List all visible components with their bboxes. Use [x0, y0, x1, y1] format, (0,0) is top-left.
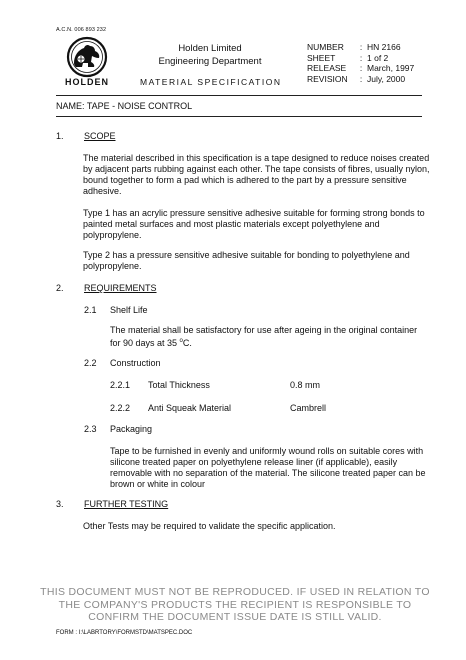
construction-item-value: Cambrell — [290, 403, 327, 413]
brand-name: HOLDEN — [65, 77, 109, 87]
construction-item-number: 2.2.2 — [110, 403, 131, 413]
company-block — [120, 43, 300, 68]
document-name: NAME: TAPE - NOISE CONTROL — [56, 101, 193, 111]
degree-symbol: o — [179, 338, 183, 344]
section-title-requirements: REQUIREMENTS — [84, 283, 157, 293]
form-path: FORM : I:\LABRTORY\FORMSTD\MATSPEC.DOC — [56, 630, 193, 636]
doc-info-row — [307, 63, 414, 74]
packaging-text: Tape to be furnished in evenly and uniformly wound rolls on suitable cores with silicone treated paper on polyethylene release liner (if applicable), easily removable with no separation of the material. The silicone treated paper can be brown or white in colour — [110, 446, 426, 489]
doc-info-key: NUMBER — [307, 42, 344, 52]
further-testing-text: Other Tests may be required to validate the specific application. — [83, 521, 336, 531]
acn-number: A.C.N. 006 893 232 — [56, 27, 107, 33]
department-name: Engineering Department — [158, 55, 262, 67]
subsection-number-construction: 2.2 — [84, 358, 97, 368]
section-number-scope: 1. — [56, 131, 64, 141]
shelf-life-text-after: C. — [182, 338, 192, 348]
doc-info-colon: : — [359, 73, 363, 84]
name-divider — [56, 116, 422, 117]
doc-info-key: REVISION — [307, 73, 348, 84]
doc-info-colon: : — [359, 42, 363, 52]
subsection-title-construction: Construction — [110, 358, 161, 368]
doc-info-row — [307, 42, 414, 53]
section-number-further-testing: 3. — [56, 499, 64, 509]
spec-title: MATERIAL SPECIFICATION — [140, 77, 282, 87]
scope-paragraph-2: Type 1 has an acrylic pressure sensitive adhesive suitable for forming strong bonds to painted metal surfaces and most plastic materials except polyethylene and polypropylene. — [83, 208, 425, 240]
subsection-number-shelf-life: 2.1 — [84, 305, 97, 315]
subsection-title-packaging: Packaging — [110, 424, 153, 434]
doc-info — [307, 42, 414, 84]
shelf-life-text-before: The material shall be satisfactory for use after ageing in the original container for 90 days at 35 — [110, 325, 418, 348]
scope-paragraph-3: Type 2 has a pressure sensitive adhesive suitable for bonding to polyethylene and polypropylene. — [83, 250, 410, 271]
subsection-title-shelf-life: Shelf Life — [110, 305, 148, 315]
construction-item-label: Anti Squeak Material — [148, 403, 232, 413]
section-title-scope: SCOPE — [84, 131, 116, 141]
reproduction-warning: THIS DOCUMENT MUST NOT BE REPRODUCED. IF USED IN RELATION TO THE COMPANY'S PRODUCTS THE RECIPIENT IS RESPONSIBLE TO CONFIRM THE DOCUMENT ISSUE DATE IS STILL VALID. — [40, 586, 430, 623]
doc-info-key: RELEASE — [307, 63, 347, 73]
header-divider — [56, 95, 422, 96]
construction-item-label: Total Thickness — [148, 380, 210, 390]
construction-item-number: 2.2.1 — [110, 380, 131, 390]
doc-info-key: SHEET — [307, 52, 336, 63]
section-number-requirements: 2. — [56, 283, 64, 293]
doc-info-row — [307, 53, 414, 64]
doc-info-value: March, 1997 — [367, 63, 415, 73]
doc-info-row — [307, 74, 414, 85]
section-title-further-testing: FURTHER TESTING — [84, 499, 169, 509]
doc-info-colon: : — [359, 52, 363, 63]
shelf-life-text — [110, 325, 430, 349]
doc-info-colon: : — [359, 63, 363, 73]
doc-info-value: HN 2166 — [367, 42, 401, 52]
doc-info-value: July, 2000 — [367, 73, 406, 84]
company-name: Holden Limited — [178, 43, 242, 54]
construction-item-value: 0.8 mm — [290, 380, 321, 390]
doc-info-value: 1 of 2 — [367, 52, 389, 63]
scope-paragraph-1: The material described in this specification is a tape designed to reduce noises created by adjacent parts rubbing against each other. The tape consists of fibres, usually nylon, bound together to form a pad which is adhered to the part by a pressure sensitive adhesive. — [83, 153, 430, 196]
subsection-number-packaging: 2.3 — [84, 424, 97, 434]
